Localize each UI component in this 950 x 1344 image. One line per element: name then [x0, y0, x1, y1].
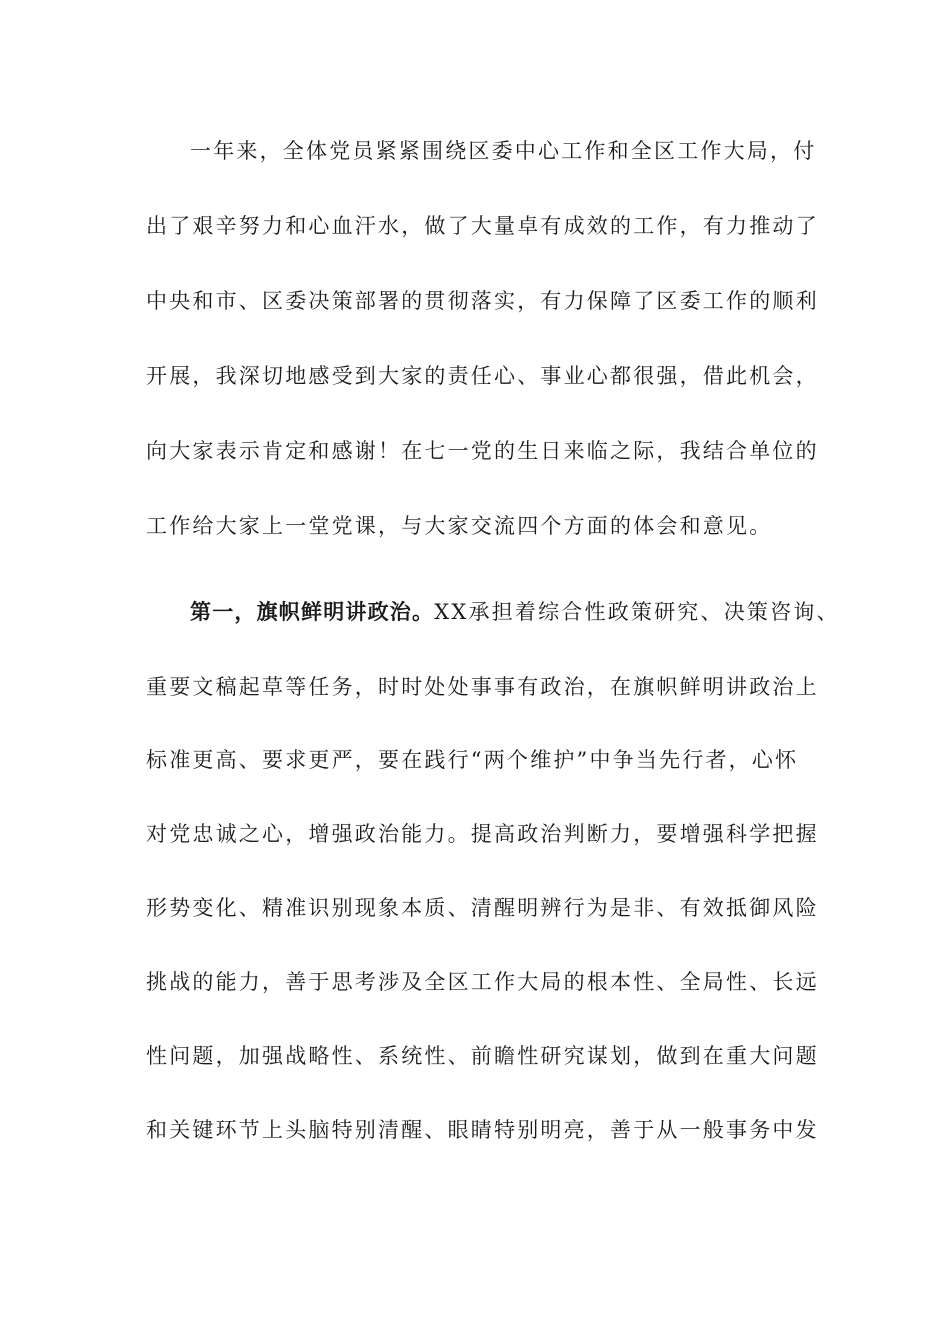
paragraph-2-line-7: 性问题，加强战略性、系统性、前瞻性研究谋划，做到在重大问题 [146, 1044, 819, 1068]
paragraph-1-line-5: 向大家表示肯定和感谢！在七一党的生日来临之际，我结合单位的 [146, 439, 819, 463]
paragraph-2-line-8: 和关键环节上头脑特别清醒、眼睛特别明亮，善于从一般事务中发 [146, 1118, 819, 1142]
paragraph-1-line-3: 中央和市、区委决策部署的贯彻落实，有力保障了区委工作的顺利 [146, 289, 819, 313]
paragraph-1-line-6: 工作给大家上一堂党课，与大家交流四个方面的体会和意见。 [146, 514, 773, 538]
paragraph-2-line-5: 形势变化、精准识别现象本质、清醒明辨行为是非、有效抵御风险 [146, 896, 819, 920]
paragraph-2-line-3: 标准更高、要求更严，要在践行“两个维护”中争当先行者，心怀 [146, 748, 799, 772]
paragraph-1-line-1: 一年来，全体党员紧紧围绕区委中心工作和全区工作大局，付 [190, 139, 817, 163]
paragraph-2-line-1-text: XX承担着综合性政策研究、决策咨询、 [434, 600, 840, 624]
paragraph-2-line-1 [190, 597, 840, 627]
paragraph-2-line-6: 挑战的能力，善于思考涉及全区工作大局的根本性、全局性、长远 [146, 970, 819, 994]
paragraph-2-line-2: 重要文稿起草等任务，时时处处事事有政治，在旗帜鲜明讲政治上 [146, 675, 819, 699]
paragraph-2-line-4: 对党忠诚之心，增强政治能力。提高政治判断力，要增强科学把握 [146, 822, 819, 846]
paragraph-1-line-2: 出了艰辛努力和心血汗水，做了大量卓有成效的工作，有力推动了 [146, 214, 819, 238]
paragraph-1-line-4: 开展，我深切地感受到大家的责任心、事业心都很强，借此机会， [146, 364, 819, 388]
section-heading: 第一，旗帜鲜明讲政治。 [190, 600, 435, 624]
